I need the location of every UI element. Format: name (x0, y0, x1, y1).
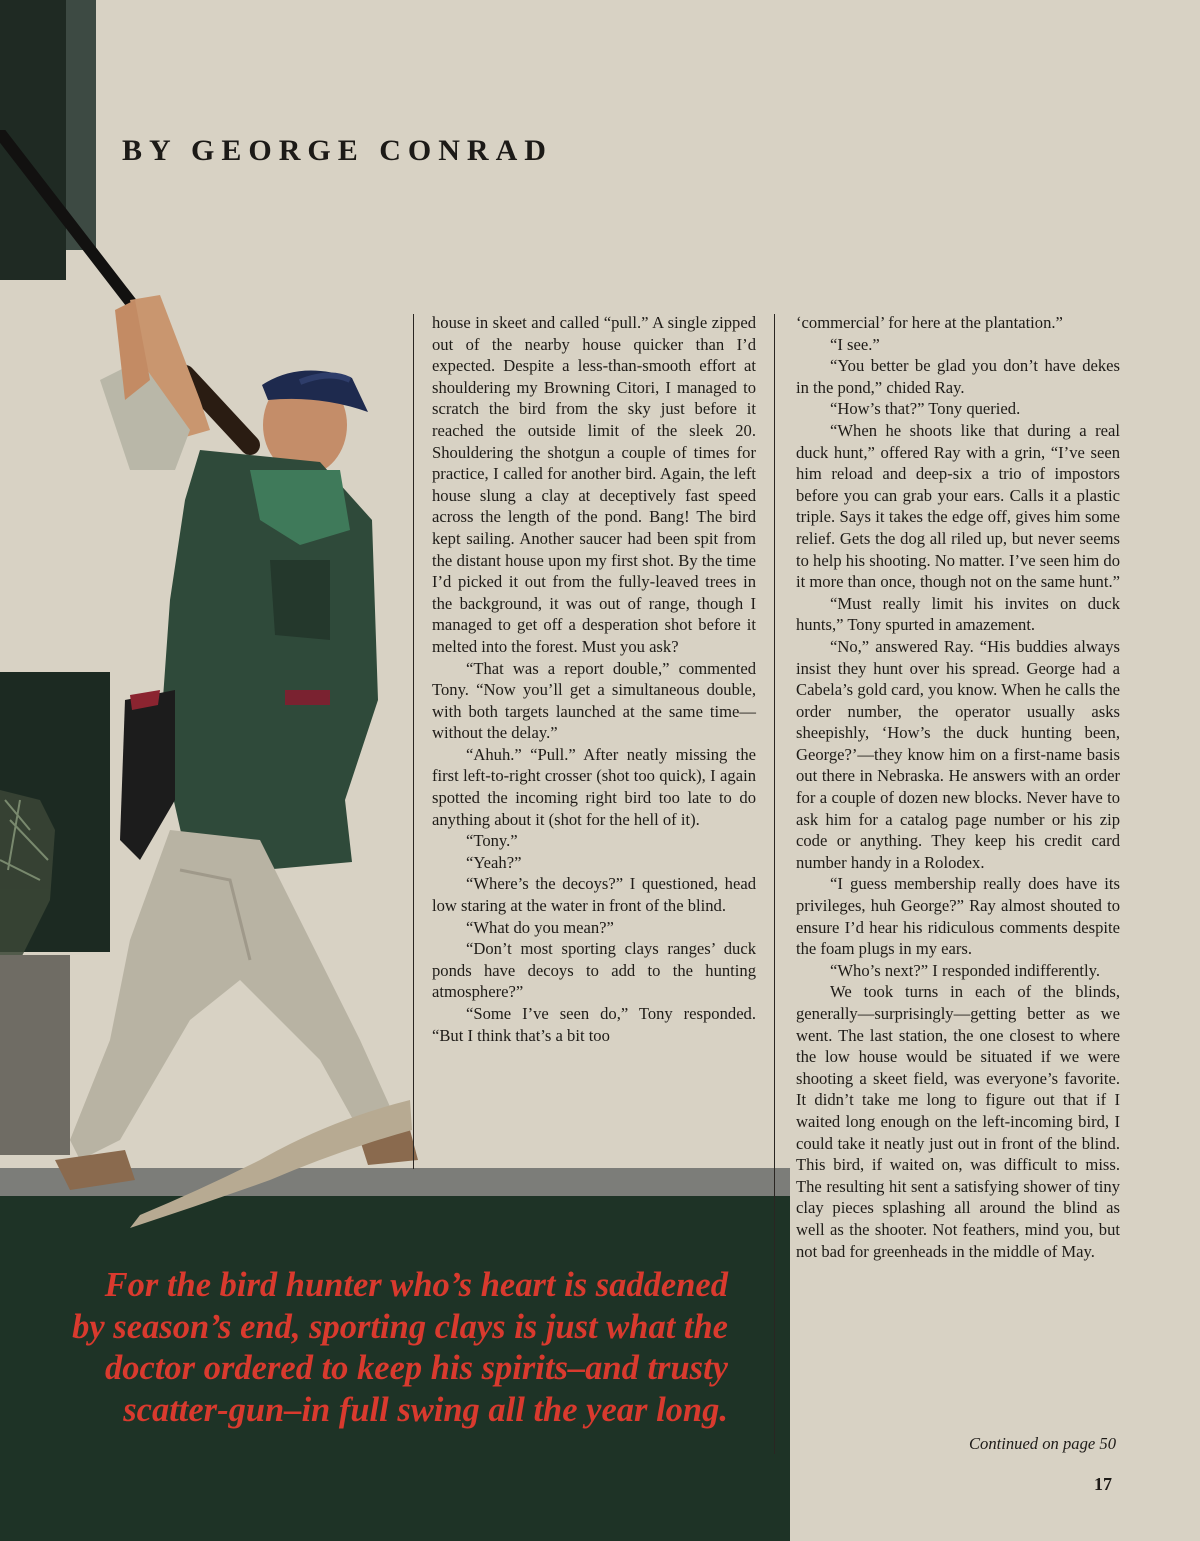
gravel-ground (0, 955, 70, 1155)
shoe-left (55, 1150, 135, 1190)
continued-line: Continued on page 50 (968, 1434, 1116, 1453)
shrub (0, 790, 55, 960)
page-number: 17 (1094, 1474, 1112, 1494)
byline: BY GEORGE CONRAD (122, 134, 553, 167)
article-column-2 (796, 312, 1120, 1262)
trousers (70, 830, 405, 1160)
paragraph: “Where’s the decoys?” I questioned, head low staring at the water in front of the blind. (432, 874, 756, 916)
paragraph: “How’s that?” Tony queried. (830, 399, 1021, 419)
shell-pouch (120, 690, 175, 860)
deck-line: by season’s end, sporting clays is just what the (72, 1307, 728, 1346)
paragraph: “Must really limit his invites on duck hunts,” Tony spurted in amazement. (796, 593, 1120, 635)
paragraph: “You better be glad you don’t have dekes in the pond,” chided Ray. (796, 356, 1120, 397)
paragraph: “No,” answered Ray. “His buddies always insist they hunt over his spread. George had a Cabela’s gold card, you know. When he calls the order number, the operator usually asks sheepishly, ‘How’s the duck hunting been, George?’—they know him on a first-name basis out there in Nebraska. He answers with an order for a couple of dozen new blocks. Never have to ask him for a catalog page number or his zip code or anything. They keep his credit card number handy in a Rolodex. (796, 636, 1120, 872)
paragraph: ‘commercial’ for here at the plantation.” (796, 313, 1063, 332)
paragraph: “When he shoots like that during a real duck hunt,” offered Ray with a grin, “I’ve seen him reload and deep-six a trio of impostors before you can grab your ears. Calls it a plastic triple. Says it takes the edge off, gives him some relief. Gets the dog all riled up, but never seems to help his shooting. No matter. I’ve seen him do it more than once, though not on the same hunt.” (796, 420, 1120, 592)
paragraph: “Who’s next?” I responded indifferently. (830, 960, 1101, 980)
paragraph: “Tony.” (466, 831, 518, 851)
column-rule-right (774, 314, 775, 1454)
column-rule-left (413, 314, 414, 1169)
paragraph: “I guess membership really does have its privileges, huh George?” Ray almost shouted to ensure I’d hear his ridiculous comments despite the foam plugs in my ears. (796, 874, 1120, 959)
paragraph: “What do you mean?” (466, 917, 614, 937)
hunter-photo (0, 130, 420, 1250)
paragraph: “Some I’ve seen do,” Tony responded. “But I think that’s a bit too (432, 1004, 756, 1045)
paragraph: house in skeet and called “pull.” A single zipped out of the nearby house quicker than I’d expected. Despite a less-than-smooth effort at shouldering my Browning Citori, I managed to scratch the bird from the sky just before it reached the outside limit of the sleek 20. Shouldering the shotgun a couple of times for practice, I called for another bird. Again, the left house slung a clay at deceptively fast speed across the length of the pond. Bang! The bird kept sailing. Another saucer had been spit from the distant house upon my first shot. By the time I’d picked it out from the fully-leaved trees in the background, it was out of range, though I managed to get off a desperation shot before it melted into the forest. Must you ask? (432, 313, 756, 656)
deck-line: scatter-gun–in full swing all the year long. (123, 1390, 728, 1429)
paragraph: “That was a report double,” commented Tony. “Now you’ll get a simultaneous double, with both targets launched at the same time—without the delay.” (432, 658, 756, 743)
deck-line: doctor ordered to keep his spirits–and trusty (105, 1349, 728, 1387)
article-column-1 (432, 312, 756, 1046)
paragraph: “Yeah?” (466, 852, 522, 872)
paragraph: “Don’t most sporting clays ranges’ duck ponds have decoys to add to the hunting atmosphere?” (432, 939, 756, 1002)
paragraph: “Ahuh.” “Pull.” After neatly missing the first left-to-right crosser (shot too quick), I again spotted the incoming right bird too late to do anything about it (shot for the hell of it). (432, 744, 756, 829)
paragraph: “I see.” (830, 334, 880, 354)
pocket-patch (285, 690, 330, 705)
deck-pull-quote (0, 1265, 728, 1431)
deck-line: For the bird hunter who’s heart is saddened (104, 1266, 728, 1304)
paragraph: We took turns in each of the blinds, generally—surprisingly—getting better as we went. The last station, the one closest to where the low house would be situated if we were shooting a skeet field, was everyone’s favorite. It didn’t take me long to figure out that if I waited long enough on the left-incoming bird, I could take it neatly just out in front of the blind. This bird, if waited on, was difficult to miss. The resulting hit sent a satisfying shower of tiny clay pieces splashing all around the blind as well as the shooter. Not feathers, mind you, but not bad for greenheads in the middle of May. (796, 982, 1120, 1261)
